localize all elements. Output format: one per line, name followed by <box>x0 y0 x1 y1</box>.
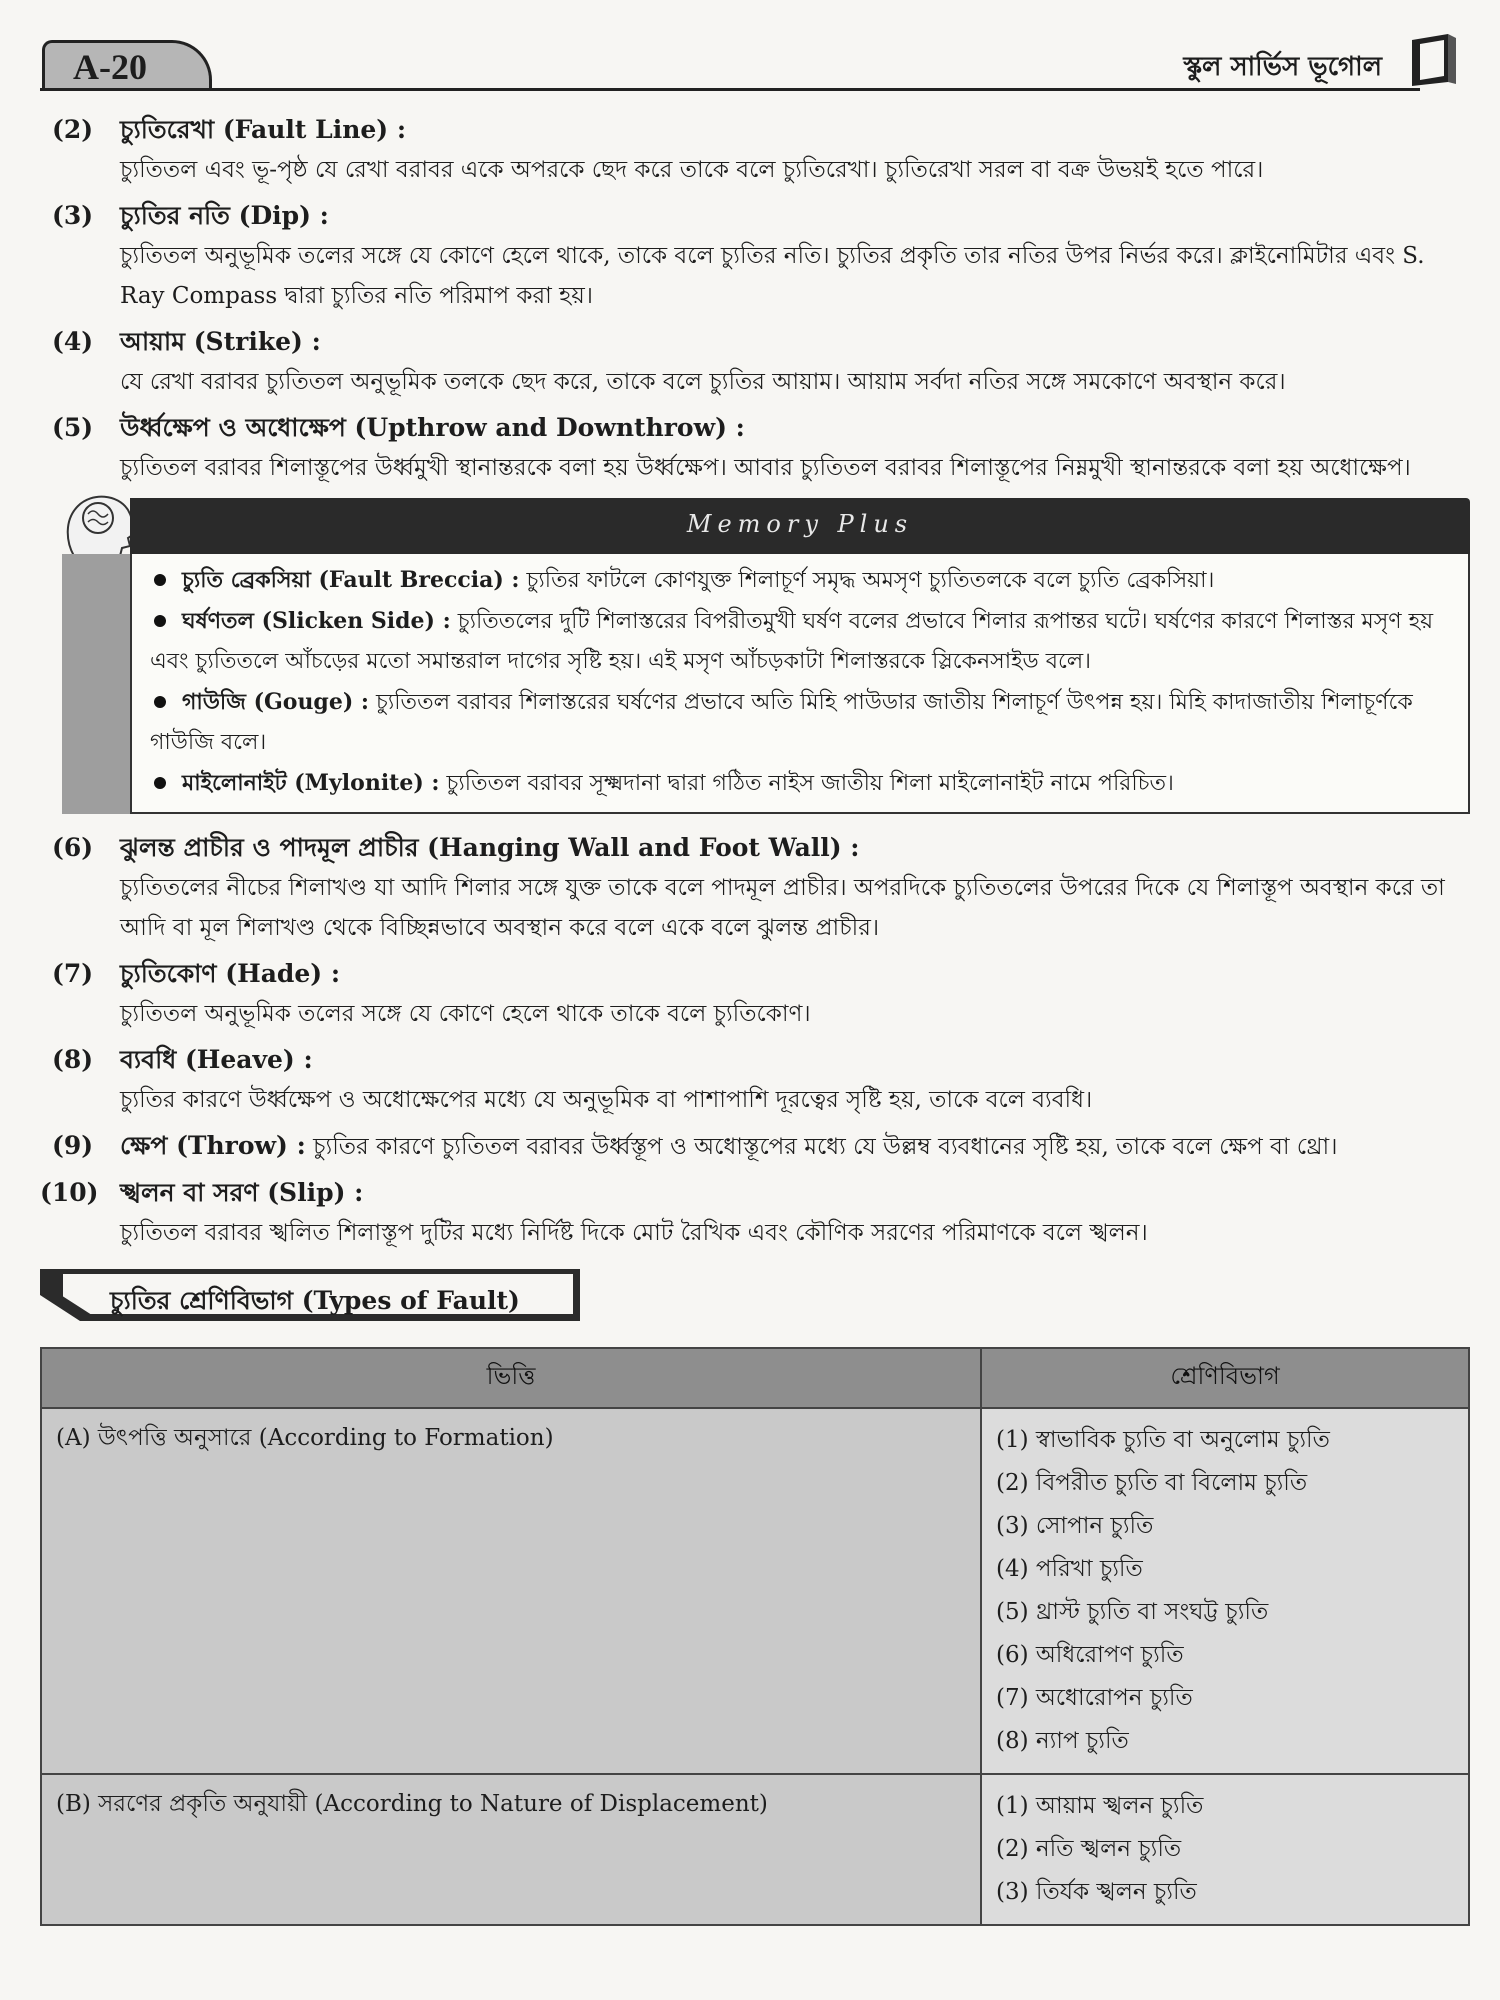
bullet-icon <box>154 615 166 627</box>
table-row <box>41 1774 1469 1925</box>
column-header-classification: শ্রেণিবিভাগ <box>981 1348 1469 1408</box>
bullet-icon <box>154 574 166 586</box>
memory-plus-box <box>60 498 1470 814</box>
table-header-row <box>41 1348 1469 1408</box>
item-title: স্খলন বা সরণ (Slip) : <box>120 1178 364 1207</box>
item-body: চ্যুতিতল বরাবর শিলাস্তূপের উর্ধ্বমুখী স্থানান্তরকে বলা হয় উর্ধ্বক্ষেপ। আবার চ্যুতিতল বরাবর শিলাস্তূপের নিম্নমুখী স্থানান্তরকে বলা হয় অধোক্ষেপ। <box>120 455 1411 481</box>
memory-plus-entry <box>150 763 1454 804</box>
entry-term: ঘর্ষণতল (Slicken Side) : <box>182 608 451 634</box>
definition-item <box>40 110 1470 190</box>
item-number: (5) <box>52 413 94 442</box>
page-number: A-20 <box>73 46 147 87</box>
item-number: (6) <box>52 833 94 862</box>
item-body: চ্যুতিতল অনুভূমিক তলের সঙ্গে যে কোণে হেলে থাকে, তাকে বলে চ্যুতির নতি। চ্যুতির প্রকৃতি তার নতির উপর নির্ভর করে। ক্লাইনোমিটার এবং S. Ray Compass দ্বারা চ্যুতির নতি পরিমাপ করা হয়। <box>120 243 1425 309</box>
fault-types-table <box>40 1347 1470 1926</box>
item-title: চ্যুতিকোণ (Hade) : <box>120 959 341 988</box>
item-number: (9) <box>52 1131 94 1160</box>
definition-item <box>40 1173 1470 1253</box>
item-body: চ্যুতিতল এবং ভূ-পৃষ্ঠ যে রেখা বরাবর একে অপরকে ছেদ করে তাকে বলে চ্যুতিরেখা। চ্যুতিরেখা সরল বা বক্র উভয়ই হতে পারে। <box>120 157 1264 183</box>
item-number: (10) <box>40 1178 99 1207</box>
definition-item <box>40 322 1470 402</box>
item-title: চ্যুতিরেখা (Fault Line) : <box>120 115 407 144</box>
entry-text: চ্যুতিতলের দুটি শিলাস্তরের বিপরীতমুখী ঘর্ষণ বলের প্রভাবে শিলার রূপান্তর ঘটে। ঘর্ষণের কারণে শিলাস্তর মসৃণ হয় এবং চ্যুতিতলে আঁচড়ের মতো সমান্তরাল দাগের সৃষ্টি হয়। এই মসৃণ আঁচড়কাটা শিলাস্তরকে স্লিকেনসাইড বলে। <box>150 609 1434 674</box>
page-header <box>40 30 1460 92</box>
memory-plus-side-band <box>62 554 130 814</box>
entry-term: মাইলোনাইট (Mylonite) : <box>182 770 440 796</box>
section-title: চ্যুতির শ্রেণিবিভাগ (Types of Fault) <box>110 1286 520 1315</box>
class-item: (1) আয়াম স্খলন চ্যুতি <box>996 1793 1204 1819</box>
item-number: (4) <box>52 327 94 356</box>
entry-text: চ্যুতিতল বরাবর শিলাস্তরের ঘর্ষণের প্রভাবে অতি মিহি পাউডার জাতীয় শিলাচূর্ণ উৎপন্ন হয়। মিহি কাদাজাতীয় শিলাচূর্ণকে গাউজি বলে। <box>150 690 1413 755</box>
definition-item <box>40 408 1470 488</box>
class-item: (1) স্বাভাবিক চ্যুতি বা অনুলোম চ্যুতি <box>996 1427 1330 1453</box>
memory-plus-title: Memory Plus <box>686 510 914 538</box>
book-icon <box>1408 32 1460 88</box>
item-body: চ্যুতিতল বরাবর স্খলিত শিলাস্তূপ দুটির মধ্যে নির্দিষ্ট দিকে মোট রৈখিক এবং কৌণিক সরণের পরিমাণকে বলে স্খলন। <box>120 1220 1148 1246</box>
item-number: (8) <box>52 1045 94 1074</box>
page-number-tab <box>42 40 212 90</box>
definition-item <box>40 196 1470 316</box>
classes-cell <box>981 1774 1469 1925</box>
item-title: আয়াম (Strike) : <box>120 327 321 356</box>
memory-plus-header <box>130 498 1470 554</box>
book-title: স্কুল সার্ভিস ভূগোল <box>1183 52 1382 82</box>
item-number: (2) <box>52 115 94 144</box>
item-body: চ্যুতিতল অনুভূমিক তলের সঙ্গে যে কোণে হেলে থাকে তাকে বলে চ্যুতিকোণ। <box>120 1001 811 1027</box>
item-title: উর্ধ্বক্ষেপ ও অধোক্ষেপ (Upthrow and Downthrow) : <box>120 413 745 442</box>
class-item: (2) বিপরীত চ্যুতি বা বিলোম চ্যুতি <box>996 1470 1308 1496</box>
item-title: চ্যুতির নতি (Dip) : <box>120 201 329 230</box>
definition-item <box>40 954 1470 1034</box>
class-item: (7) অধোরোপন চ্যুতি <box>996 1685 1193 1711</box>
column-header-basis: ভিত্তি <box>41 1348 981 1408</box>
class-item: (6) অধিরোপণ চ্যুতি <box>996 1642 1184 1668</box>
bullet-icon <box>154 696 166 708</box>
page-content <box>40 110 1470 1926</box>
bullet-icon <box>154 777 166 789</box>
memory-plus-entry <box>150 601 1454 682</box>
class-item: (4) পরিখা চ্যুতি <box>996 1556 1143 1582</box>
item-title: ব্যবধি (Heave) : <box>120 1045 313 1074</box>
item-number: (7) <box>52 959 94 988</box>
item-body: যে রেখা বরাবর চ্যুতিতল অনুভূমিক তলকে ছেদ করে, তাকে বলে চ্যুতির আয়াম। আয়াম সর্বদা নতির সঙ্গে সমকোণে অবস্থান করে। <box>120 369 1286 395</box>
definition-item <box>40 1126 1470 1167</box>
item-number: (3) <box>52 201 94 230</box>
entry-term: গাউজি (Gouge) : <box>182 689 370 715</box>
class-item: (2) নতি স্খলন চ্যুতি <box>996 1836 1182 1862</box>
item-title: ঝুলন্ত প্রাচীর ও পাদমূল প্রাচীর (Hanging Wall and Foot Wall) : <box>120 833 860 862</box>
table-row <box>41 1408 1469 1774</box>
class-item: (3) তির্যক স্খলন চ্যুতি <box>996 1879 1197 1905</box>
item-body: চ্যুতির কারণে উর্ধ্বক্ষেপ ও অধোক্ষেপের মধ্যে যে অনুভূমিক বা পাশাপাশি দূরত্বের সৃষ্টি হয়, তাকে বলে ব্যবধি। <box>120 1087 1093 1113</box>
entry-text: চ্যুতিতল বরাবর সূক্ষ্মদানা দ্বারা গঠিত নাইস জাতীয় শিলা মাইলোনাইট নামে পরিচিত। <box>446 771 1174 796</box>
section-heading-tab <box>40 1267 580 1329</box>
basis-cell: (B) সরণের প্রকৃতি অনুযায়ী (According to Nature of Displacement) <box>41 1774 981 1925</box>
classes-cell <box>981 1408 1469 1774</box>
item-body: চ্যুতির কারণে চ্যুতিতল বরাবর উর্ধ্বস্তূপ ও অধোস্তূপের মধ্যে যে উল্লম্ব ব্যবধানের সৃষ্টি হয়, তাকে বলে ক্ষেপ বা থ্রো। <box>313 1134 1338 1160</box>
class-item: (5) থ্রাস্ট চ্যুতি বা সংঘট্ট চ্যুতি <box>996 1599 1269 1625</box>
definition-item <box>40 1040 1470 1120</box>
entry-text: চ্যুতির ফাটলে কোণযুক্ত শিলাচূর্ণ সমৃদ্ধ অমসৃণ চ্যুতিতলকে বলে চ্যুতি ব্রেকসিয়া। <box>526 568 1215 593</box>
memory-plus-entry <box>150 682 1454 763</box>
memory-plus-body <box>130 554 1470 814</box>
definition-item <box>40 828 1470 948</box>
item-body: চ্যুতিতলের নীচের শিলাখণ্ড যা আদি শিলার সঙ্গে যুক্ত তাকে বলে পাদমূল প্রাচীর। অপরদিকে চ্যুতিতলের উপরের দিকে যে শিলাস্তূপ অবস্থান করে তা আদি বা মূল শিলাখণ্ড থেকে বিচ্ছিন্নভাবে অবস্থান করে বলে একে বলে ঝুলন্ত প্রাচীর। <box>120 875 1445 941</box>
memory-plus-entry <box>150 560 1454 601</box>
class-item: (8) ন্যাপ চ্যুতি <box>996 1728 1129 1754</box>
basis-cell: (A) উৎপত্তি অনুসারে (According to Formation) <box>41 1408 981 1774</box>
class-item: (3) সোপান চ্যুতি <box>996 1513 1154 1539</box>
item-title: ক্ষেপ (Throw) : <box>120 1131 306 1160</box>
entry-term: চ্যুতি ব্রেকসিয়া (Fault Breccia) : <box>182 567 520 593</box>
